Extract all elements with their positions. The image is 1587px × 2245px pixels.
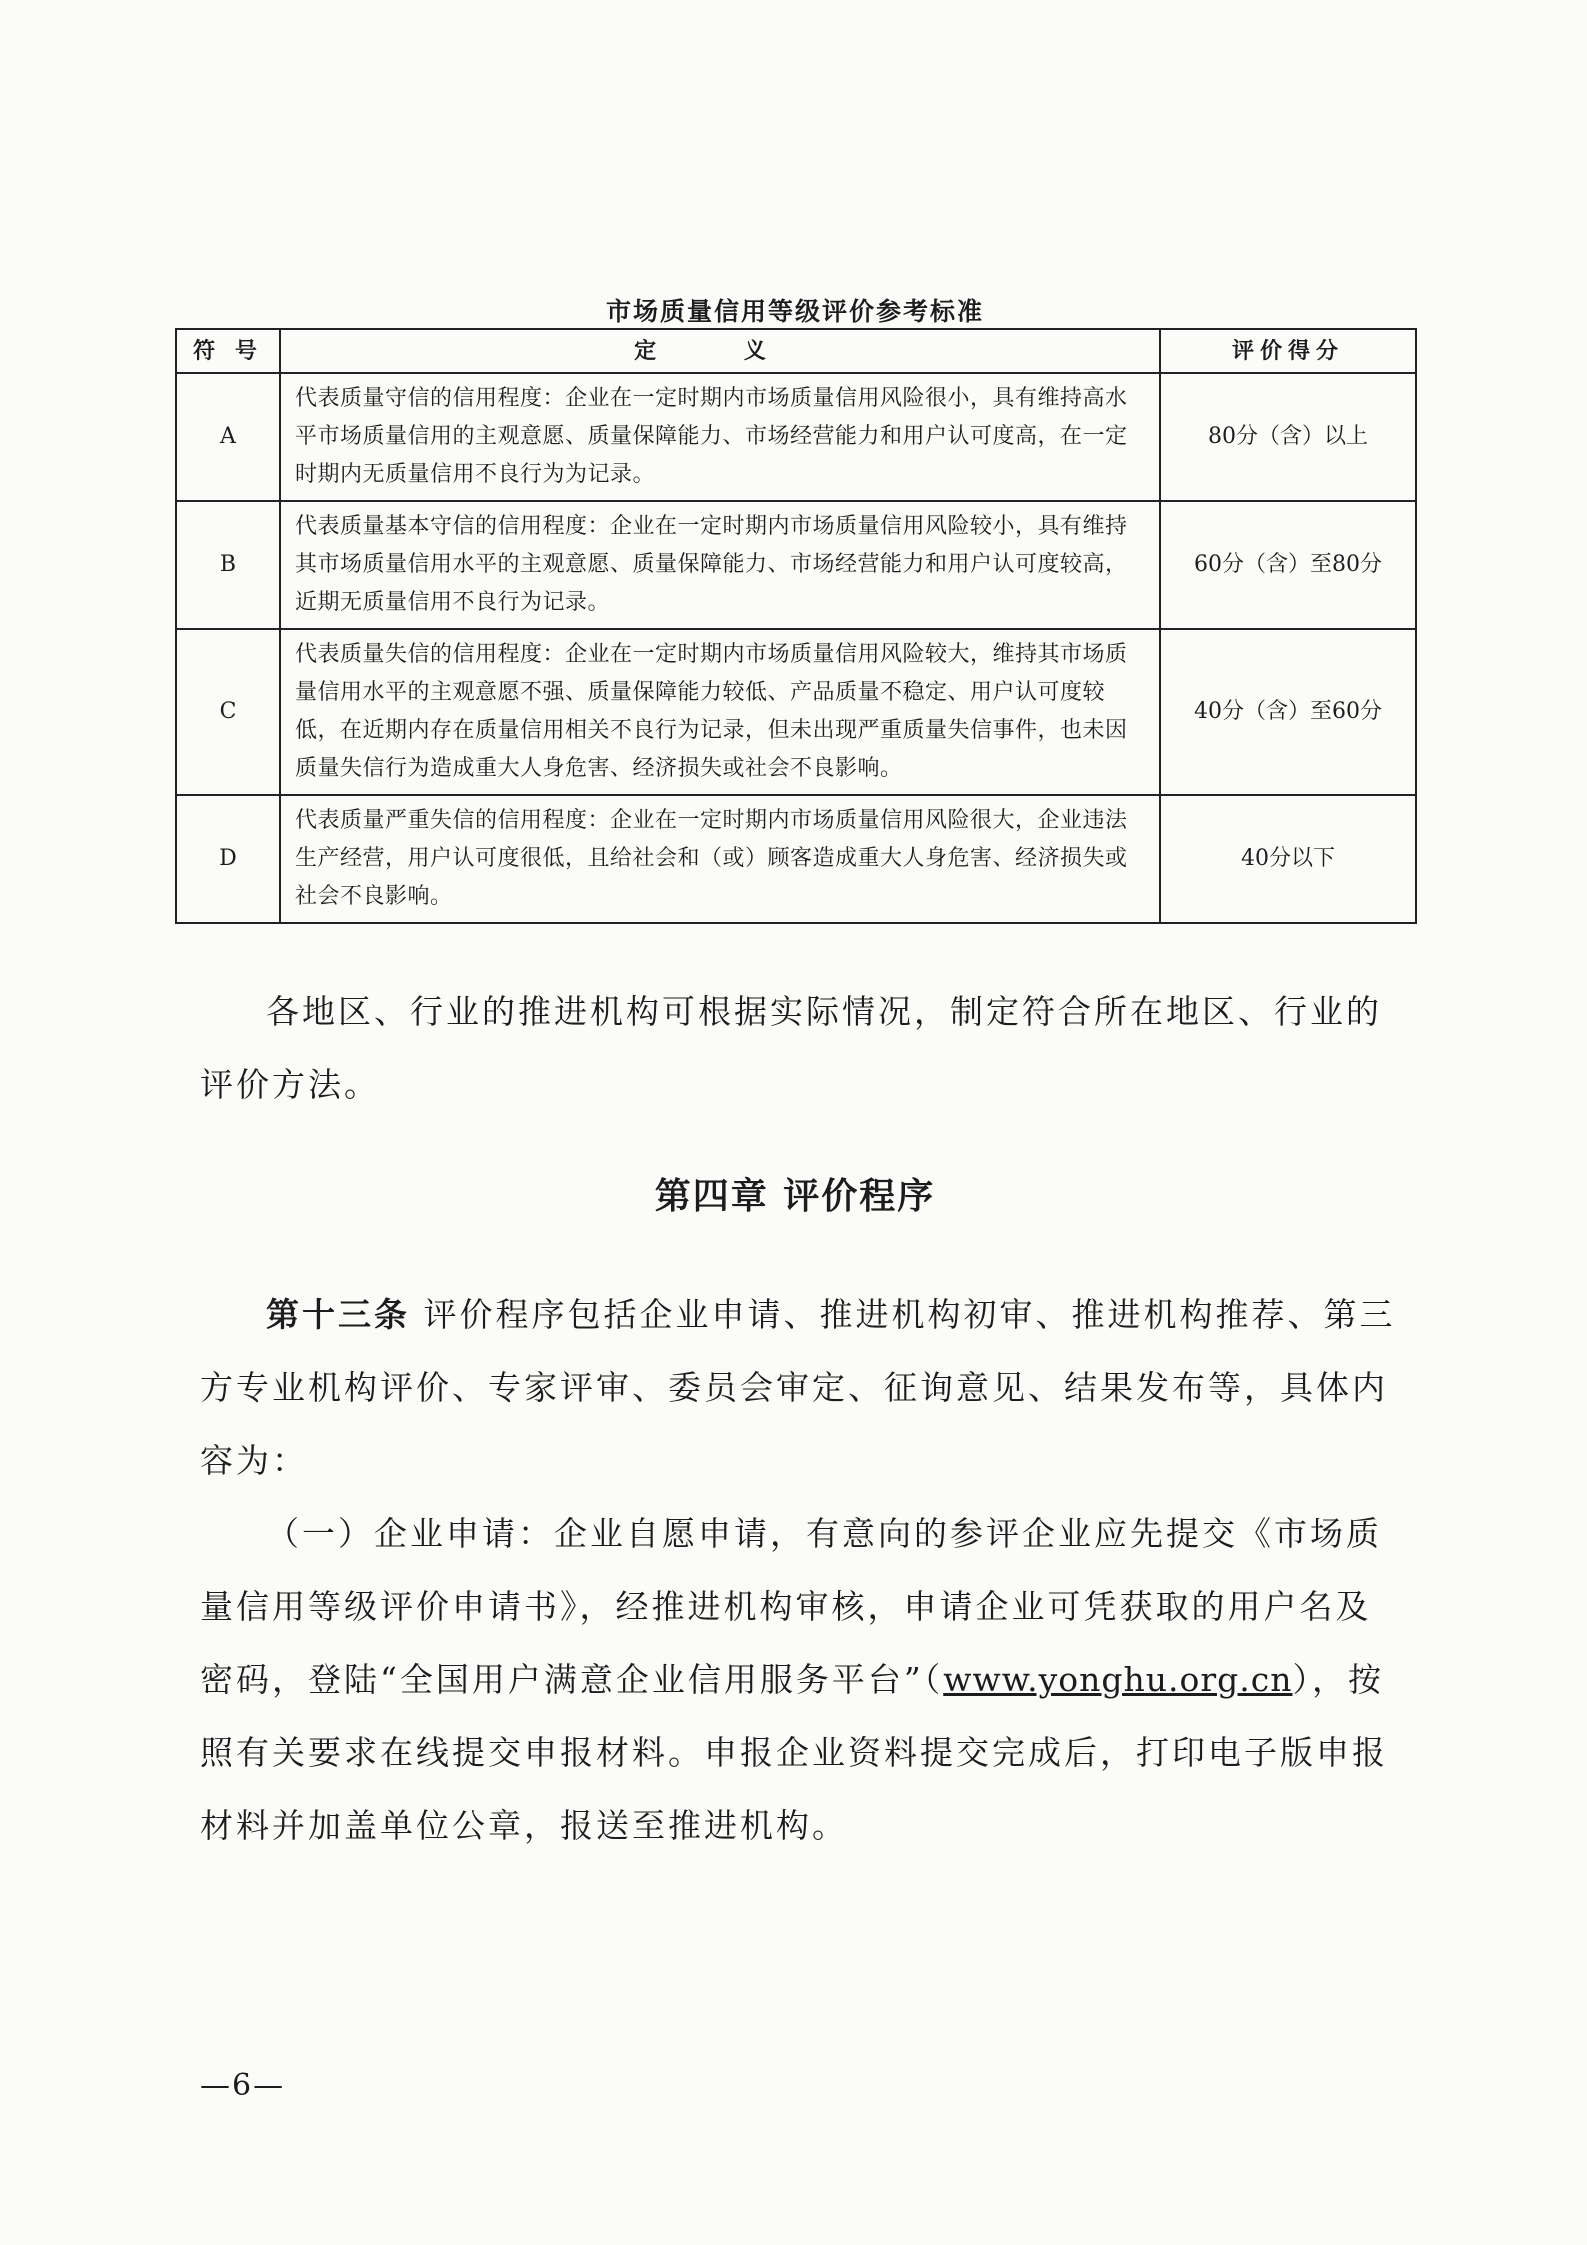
header-definition: 定 义 [280,329,1160,373]
table-row [176,795,1416,923]
article-13-paragraph [200,1278,1400,1497]
table-header-row [176,329,1416,373]
chapter-heading: 第四章 评价程序 [654,1175,936,1217]
header-score: 评价得分 [1160,329,1416,373]
item-1-lead: （一）企业申请：企业自愿申请，有意向的参评企业应先提交《市场质量信用等级评价申请书》，经推进机构审核，申请企业可凭获取的用户名及密码，登陆“全国用户满意企业信用服务平台”（ [200,1514,1382,1699]
row-score: 60分（含）至80分 [1160,501,1416,629]
row-symbol: A [176,373,280,501]
row-definition: 代表质量基本守信的信用程度：企业在一定时期内市场质量信用风险较小，具有维持其市场质量信用水平的主观意愿、质量保障能力、市场经营能力和用户认可度较高，近期无质量信用不良行为记录。 [280,501,1160,629]
row-score: 40分以下 [1160,795,1416,923]
row-definition: 代表质量严重失信的信用程度：企业在一定时期内市场质量信用风险很大，企业违法生产经营，用户认可度很低，且给社会和（或）顾客造成重大人身危害、经济损失或社会不良影响。 [280,795,1160,923]
row-score: 80分（含）以上 [1160,373,1416,501]
credit-grade-table [175,328,1417,924]
article-13-text: 评价程序包括企业申请、推进机构初审、推进机构推荐、第三方专业机构评价、专家评审、委员会审定、征询意见、结果发布等，具体内容为： [200,1295,1396,1480]
page-number: —6— [200,2068,286,2103]
platform-url-link[interactable]: www.yonghu.org.cn [943,1660,1293,1699]
item-1-tail: ），按照有关要求在线提交申报材料。申报企业资料提交完成后，打印电子版申报材料并加盖单位公章，报送至推进机构。 [200,1660,1388,1845]
regional-method-paragraph: 各地区、行业的推进机构可根据实际情况，制定符合所在地区、行业的评价方法。 [200,992,1382,1104]
table-row [176,501,1416,629]
row-symbol: B [176,501,280,629]
row-definition: 代表质量守信的信用程度：企业在一定时期内市场质量信用风险很小，具有维持高水平市场质量信用的主观意愿、质量保障能力、市场经营能力和用户认可度高，在一定时期内无质量信用不良行为为记录。 [280,373,1160,501]
header-symbol: 符 号 [176,329,280,373]
table-row [176,373,1416,501]
row-symbol: D [176,795,280,923]
row-definition: 代表质量失信的信用程度：企业在一定时期内市场质量信用风险较大，维持其市场质量信用水平的主观意愿不强、质量保障能力较低、产品质量不稳定、用户认可度较低，在近期内存在质量信用相关不良行为记录，但未出现严重质量失信事件，也未因质量失信行为造成重大人身危害、经济损失或社会不良影响。 [280,629,1160,795]
item-1-paragraph [200,1497,1400,1862]
table-title: 市场质量信用等级评价参考标准 [605,297,984,326]
row-score: 40分（含）至60分 [1160,629,1416,795]
row-symbol: C [176,629,280,795]
table-row [176,629,1416,795]
article-number: 第十三条 [266,1295,410,1334]
